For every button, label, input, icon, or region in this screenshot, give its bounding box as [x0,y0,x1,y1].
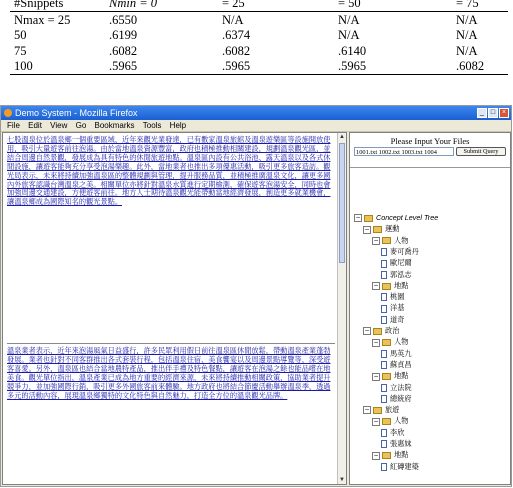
tree-node[interactable] [381,394,412,404]
tree-node-label: 地點 [394,451,409,460]
folder-icon [364,215,373,222]
document-icon [381,463,387,471]
tree-node-label: 地點 [394,281,409,290]
folder-icon [373,328,382,335]
menu-file[interactable]: File [7,121,20,130]
tree-node-label: 道奇 [390,315,405,324]
tree-node[interactable] [381,315,404,325]
tree-node-label: 桃園 [390,293,405,302]
table-cell: .6082 [222,44,251,58]
tree-node[interactable] [363,224,399,234]
tree-node-label: 馬英九 [390,349,412,358]
tree-node-label: 郭泓志 [390,270,412,279]
menu-bookmarks[interactable]: Bookmarks [94,121,135,130]
tree-node[interactable] [381,462,419,472]
menu-view[interactable]: View [50,121,68,130]
document-icon [381,395,387,403]
document-paragraph[interactable]: 七股溫泉位於溫泉鄉一個重要區域，近年來觀光業發達，已有數家溫泉旅館及溫泉遊樂區等設施開放使用，吸引大量遊客前往泡湯。由於當地溫泉資源豐富，政府也積極推動相關建設，規劃溫泉觀光區，並結合周邊自然景觀，發展成為具有特色的休閒旅遊地點。溫泉區內設有公共浴池、露天溫泉以及各式休閒設施，讓遊客能夠充分享受泡湯樂趣。此外，當地業者也推出多項優惠活動，吸引更多旅客造訪。觀光局表示，未來將持續加強溫泉區的整體規劃與管理，提升服務品質，並積極推廣溫泉文化，讓更多國內外旅客認識台灣溫泉之美。相關單位亦將針對溫泉水質進行定期檢測，確保遊客泡湯安全，同時也會加強周邊交通建設，方便遊客前往。地方人士期待溫泉觀光能帶動當地經濟發展，創造更多就業機會，讓溫泉鄉成為國際知名的觀光景點。 [7,136,331,207]
header-cell: Nmin = 0 [109,0,158,10]
collapse-icon[interactable]: − [373,417,379,425]
document-icon [381,384,387,392]
table-cell: 75 [14,44,27,58]
document-icon [381,305,387,313]
document-icon [381,440,387,448]
collapse-icon[interactable]: − [364,225,370,233]
table-cell: .6140 [338,44,367,58]
tree-node-label: 麥可喬丹 [390,247,419,256]
tree-node[interactable] [381,383,412,393]
control-pane [349,132,511,485]
table-cell: N/A [456,44,478,58]
document-paragraph[interactable]: 溫泉業者表示，近年來泡湯風氣日益盛行，許多民眾利用假日前往溫泉區休閒放鬆，帶動溫泉產業蓬勃發展。業者也針對不同客群推出各式套裝行程，包括溫泉住宿、美食饗宴以及周邊景點導覽等，深受遊客喜愛。另外，溫泉區也結合當地農特產品，推出伴手禮及特色餐點，讓遊客在泡湯之餘也能品嚐在地美食。觀光單位指出，溫泉產業已成為地方重要的經濟來源，未來將持續推動相關政策，協助業者提升競爭力，並加強國際行銷，吸引更多外國旅客前來體驗。地方政府也將結合節慶活動舉辦溫泉季，透過多元的活動內容，展現溫泉鄉獨特的文化特色與自然魅力，打造全方位的溫泉觀光品牌。 [7,347,331,400]
document-icon [381,361,387,369]
tree-node-label: 立法院 [390,383,412,392]
table-cell: N/A [338,13,360,27]
file-prompt: Please Input Your Files [390,136,470,146]
collapse-icon[interactable]: − [364,406,370,414]
tree-node[interactable] [372,337,408,347]
tree-node[interactable] [372,371,408,381]
tree-node[interactable] [381,439,412,449]
header-cell: = 75 [456,0,479,10]
tree-node[interactable] [372,416,408,426]
tree-node-label: 總統府 [390,394,412,403]
table-cell: .6082 [456,59,485,73]
tree-node[interactable] [381,292,404,302]
collapse-icon[interactable]: − [373,451,379,459]
vertical-scrollbar[interactable] [337,133,346,484]
header-cell: = 25 [222,0,245,10]
table-cell: .6082 [109,44,138,58]
tree-node-label: 人物 [394,417,409,426]
document-icon [381,316,387,324]
collapse-icon[interactable]: − [373,236,379,244]
tree-node[interactable] [381,349,412,359]
submit-query-button[interactable]: Submit Query [456,147,506,156]
tree-node-label: 李欣 [390,428,405,437]
document-icon [381,260,387,268]
tree-node-label: 人物 [394,338,409,347]
tree-node-label: 旅遊 [385,406,400,415]
window-controls [477,108,509,118]
collapse-icon[interactable]: − [373,282,379,290]
table-cell: N/A [222,13,244,27]
table-cell: N/A [338,28,360,42]
tree-node-label: 歐尼爾 [390,259,412,268]
table-cell: 50 [14,28,27,42]
tree-node-label: 運動 [385,225,400,234]
tree-root[interactable] [354,213,438,223]
document-icon [381,248,387,256]
collapse-icon[interactable]: − [373,338,379,346]
collapse-icon[interactable]: − [373,372,379,380]
menu-bar [1,120,511,132]
table-cell: N/A [456,28,478,42]
header-cell: = 50 [338,0,361,10]
firefox-icon [4,109,12,117]
table-cell: .5965 [338,59,367,73]
menu-tools[interactable]: Tools [142,121,162,130]
tree-node[interactable] [381,258,412,268]
folder-icon [373,407,382,414]
tree-node-label: 政治 [385,327,400,335]
folder-icon [382,237,391,244]
menu-help[interactable]: Help [169,121,187,130]
table-cell: .5965 [222,59,251,73]
close-icon[interactable]: × [499,108,509,118]
tree-node[interactable] [381,247,419,257]
document-icon [381,271,387,279]
table-cell: .6550 [109,13,138,27]
folder-icon [382,452,391,459]
tree-title: Concept Level Tree [376,213,439,222]
pane-divider [350,167,510,168]
table-cell: 100 [14,59,33,73]
tree-node[interactable] [372,281,408,291]
tree-node[interactable] [381,303,404,313]
collapse-icon[interactable]: − [355,214,361,222]
minimize-icon[interactable]: _ [477,108,487,118]
tree-node-label: 紅磚建築 [390,462,419,471]
folder-icon [373,226,382,233]
tree-node[interactable] [381,270,412,280]
folder-icon [382,339,391,346]
menu-edit[interactable]: Edit [28,121,42,130]
header-cell: #Snippets [14,0,64,10]
table-cell: .6374 [222,28,251,42]
document-icon [381,293,387,301]
folder-icon [382,283,391,290]
tree-node-label: 洋基 [390,304,405,313]
paragraph-divider [7,343,335,344]
tree-node[interactable] [363,326,399,336]
scroll-thumb[interactable] [339,143,345,263]
scroll-down-icon[interactable]: ▼ [339,477,345,483]
scroll-up-icon[interactable]: ▲ [339,134,345,140]
table-cell: .5965 [109,59,138,73]
file-input[interactable]: 1001.txt 1002.txt 1003.txt 1004 [354,147,454,156]
tree-node[interactable] [381,360,412,370]
folder-icon [382,373,391,380]
table-rule [10,11,508,12]
document-icon [381,429,387,437]
tree-node[interactable] [372,450,408,460]
folder-icon [382,418,391,425]
table-cell: N/A [456,13,478,27]
table-cell: .6199 [109,28,138,42]
tree-node-label: 人物 [394,236,409,245]
tree-node-label: 張惠妹 [390,440,412,448]
tree-node[interactable] [381,428,404,438]
menu-go[interactable]: Go [75,121,87,130]
table-cell: Nmax = 25 [14,13,71,27]
tree-node[interactable] [372,236,408,246]
tree-node-label: 蘇貞昌 [390,360,412,369]
document-pane [2,132,347,485]
browser-window [0,105,512,487]
title-bar [1,106,511,120]
maximize-icon[interactable]: □ [488,108,498,118]
table-rule [10,74,508,75]
tree-node-label: 地點 [394,372,409,381]
document-icon [381,350,387,358]
collapse-icon[interactable]: − [364,327,370,335]
window-title: Demo System - Mozilla Firefox [15,108,138,118]
tree-node[interactable] [363,405,399,415]
